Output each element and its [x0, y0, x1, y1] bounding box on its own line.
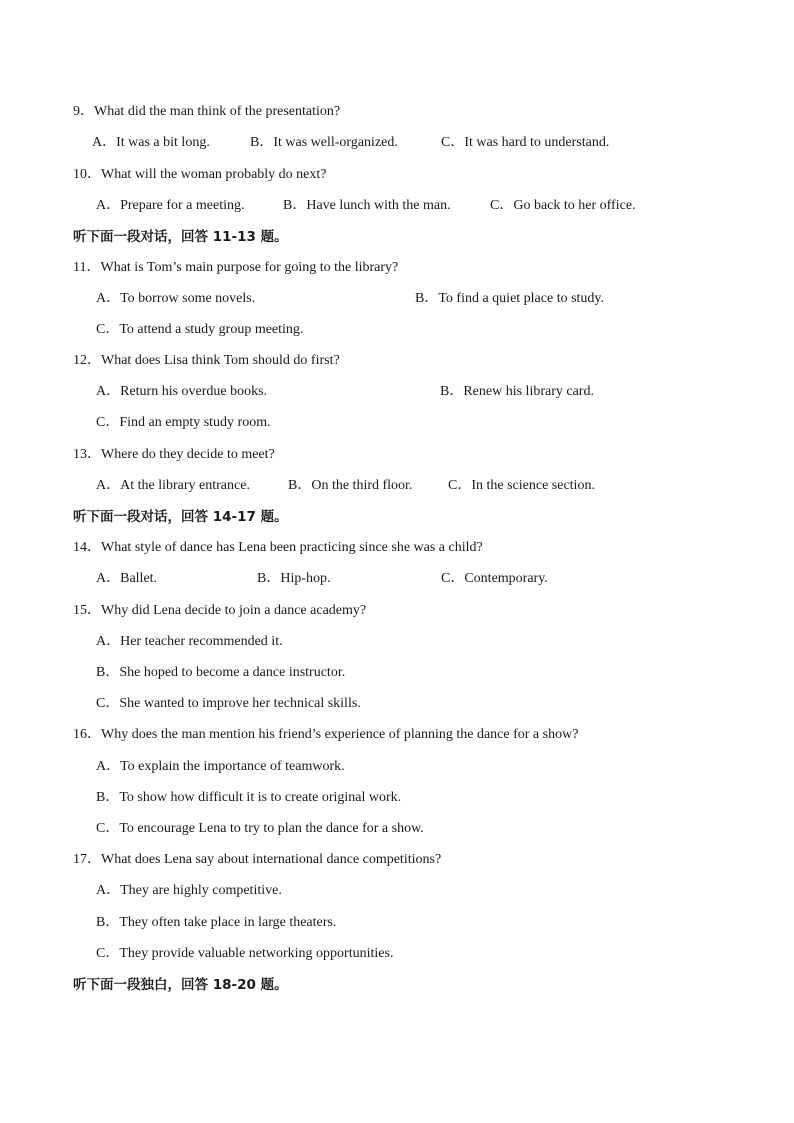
question-14 [73, 539, 483, 557]
question-17 [73, 851, 441, 869]
option-15a: A．Her teacher recommended it. [96, 634, 283, 649]
question-12 [73, 352, 340, 370]
option-17a: A．They are highly competitive. [96, 883, 282, 898]
option-9a: A．It was a bit long. [92, 135, 210, 150]
question-number: 9． [73, 104, 94, 119]
question-number: 12． [73, 353, 101, 368]
option-16c: C．To encourage Lena to try to plan the dance for a show. [96, 821, 424, 836]
question-text: What will the woman probably do next? [101, 167, 327, 182]
question-9 [73, 103, 340, 121]
option-13c: C．In the science section. [448, 478, 595, 493]
option-16a: A．To explain the importance of teamwork. [96, 759, 345, 774]
question-15 [73, 602, 366, 620]
question-number: 14． [73, 540, 101, 555]
option-17b: B．They often take place in large theaters. [96, 915, 337, 930]
option-12b: B．Renew his library card. [440, 384, 594, 399]
question-number: 10． [73, 167, 101, 182]
option-11a: A．To borrow some novels. [96, 291, 256, 306]
question-number: 13． [73, 447, 101, 462]
option-11b: B．To find a quiet place to study. [415, 291, 605, 306]
section-heading-11-13: 听下面一段对话，回答 11-13 题。 [73, 229, 288, 245]
option-10a: A．Prepare for a meeting. [96, 198, 245, 213]
question-text: What is Tom’s main purpose for going to the library? [100, 260, 399, 275]
option-12c: C．Find an empty study room. [96, 415, 271, 430]
question-text: Why did Lena decide to join a dance academy? [101, 603, 367, 618]
question-text: Where do they decide to meet? [101, 447, 275, 462]
option-11c: C．To attend a study group meeting. [96, 322, 304, 337]
option-13b: B．On the third floor. [288, 478, 413, 493]
option-9b: B．It was well-organized. [250, 135, 398, 150]
question-text: What style of dance has Lena been practicing since she was a child? [101, 540, 483, 555]
option-15c: C．She wanted to improve her technical skills. [96, 696, 361, 711]
section-heading-18-20: 听下面一段独白，回答 18-20 题。 [73, 977, 288, 993]
option-10c: C．Go back to her office. [490, 198, 636, 213]
question-number: 17． [73, 852, 101, 867]
question-text: What did the man think of the presentation? [94, 104, 341, 119]
option-14b: B．Hip-hop. [257, 571, 331, 586]
question-13 [73, 446, 275, 464]
option-10b: B．Have lunch with the man. [283, 198, 451, 213]
question-text: What does Lisa think Tom should do first? [101, 353, 340, 368]
section-heading-14-17: 听下面一段对话，回答 14-17 题。 [73, 509, 288, 525]
option-9c: C．It was hard to understand. [441, 135, 610, 150]
option-14c: C．Contemporary. [441, 571, 548, 586]
option-14a: A．Ballet. [96, 571, 158, 586]
question-text: Why does the man mention his friend’s experience of planning the dance for a show? [101, 727, 579, 742]
question-number: 16． [73, 727, 101, 742]
option-16b: B．To show how difficult it is to create original work. [96, 790, 402, 805]
question-16 [73, 726, 578, 744]
question-10 [73, 166, 327, 184]
option-12a: A．Return his overdue books. [96, 384, 268, 399]
question-number: 15． [73, 603, 101, 618]
question-11 [73, 259, 398, 277]
option-17c: C．They provide valuable networking opportunities. [96, 946, 394, 961]
question-text: What does Lena say about international dance competitions? [101, 852, 442, 867]
question-number: 11． [73, 260, 101, 275]
option-15b: B．She hoped to become a dance instructor. [96, 665, 346, 680]
option-13a: A．At the library entrance. [96, 478, 250, 493]
